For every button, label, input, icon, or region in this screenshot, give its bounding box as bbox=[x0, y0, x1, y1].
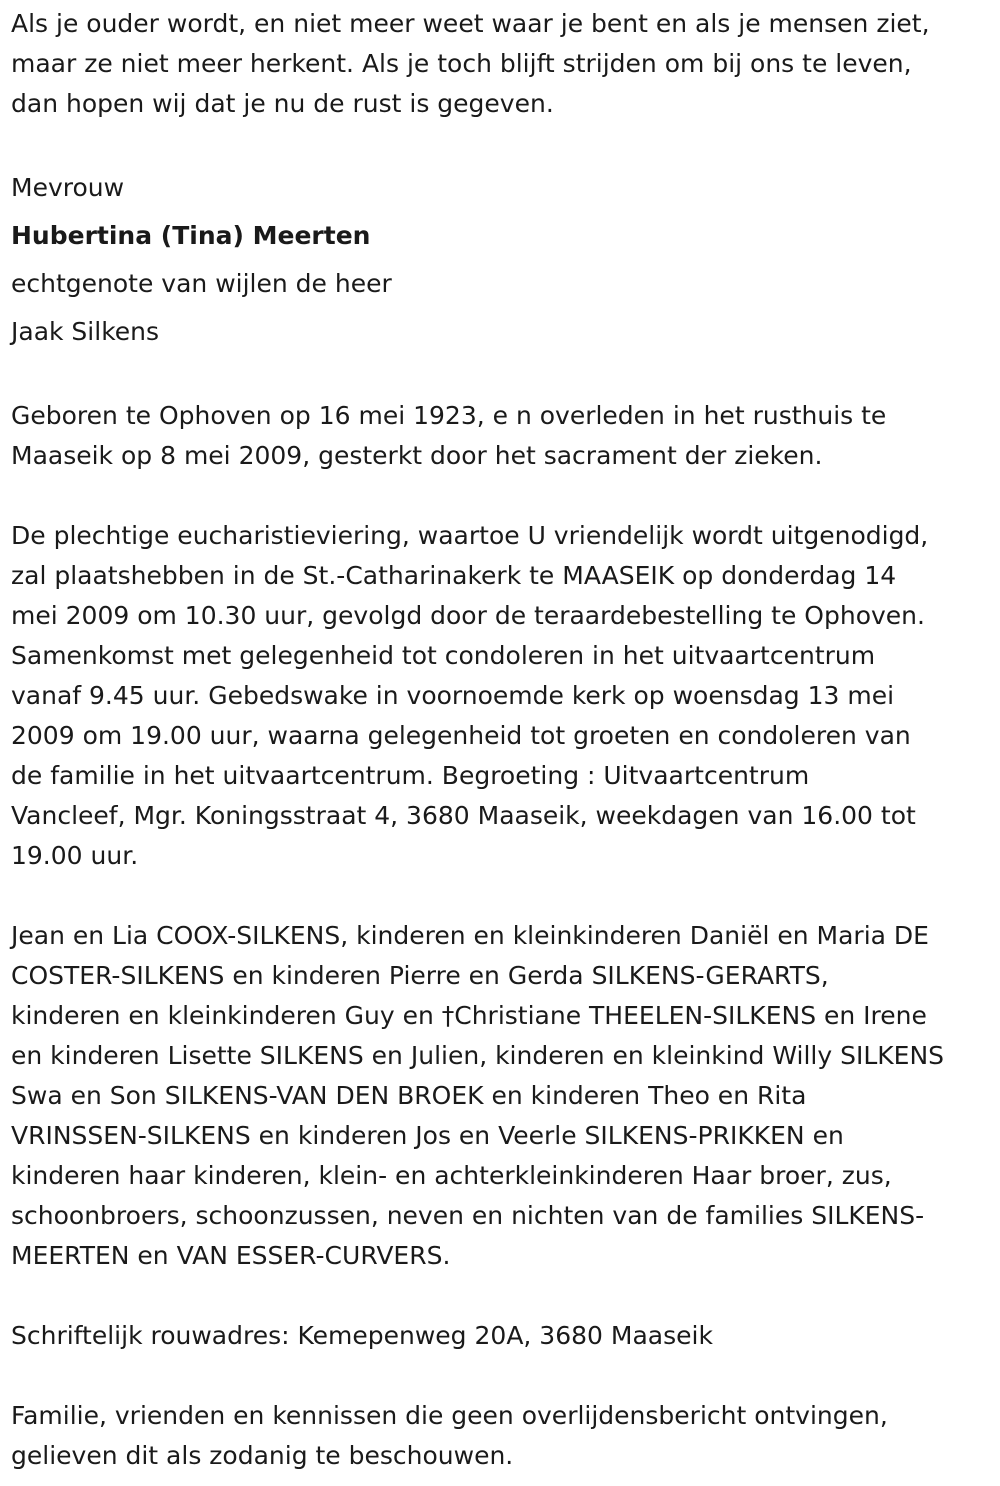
obituary-document bbox=[11, 4, 991, 1476]
spacer bbox=[11, 124, 991, 164]
poem-paragraph: Als je ouder wordt, en niet meer weet waar je bent en als je mensen ziet, maar ze niet meer herkent. Als je toch blijft strijden om bij ons te leven, dan hopen wij dat je nu de rust is gegeven. bbox=[11, 9, 930, 118]
address-line: Schriftelijk rouwadres: Kemepenweg 20A, 3680 Maaseik bbox=[11, 1321, 713, 1350]
spacer bbox=[11, 476, 991, 516]
spouse-name: Jaak Silkens bbox=[11, 317, 160, 346]
family-paragraph: Jean en Lia COOX-SILKENS, kinderen en kleinkinderen Daniël en Maria DE COSTER-SILKENS en kinderen Pierre en Gerda SILKENS-GERARTS, kinderen en kleinkinderen Guy en †Christiane THEELEN-SILKENS en Irene en kinderen Lisette SILKENS en Julien, kinderen en kleinkind Willy SILKENS Swa en Son SILKENS-VAN DEN BROEK en kinderen Theo en Rita VRINSSEN-SILKENS en kinderen Jos en Veerle SILKENS-PRIKKEN en kinderen haar kinderen, klein- en achterkleinkinderen Haar broer, zus, schoonbroers, schoonzussen, neven en nichten van de families SILKENS- MEERTEN en VAN ESSER-CURVERS. bbox=[11, 921, 945, 1270]
birth-death-paragraph: Geboren te Ophoven op 16 mei 1923, e n overleden in het rusthuis te Maaseik op 8 mei 2009, gesterkt door het sacrament der zieken. bbox=[11, 401, 887, 470]
deceased-name: Hubertina (Tina) Meerten bbox=[11, 221, 371, 250]
spouse-relation: echtgenote van wijlen de heer bbox=[11, 269, 392, 298]
spacer bbox=[11, 1356, 991, 1396]
spacer bbox=[11, 876, 991, 916]
spacer bbox=[11, 356, 991, 396]
closing-paragraph: Familie, vrienden en kennissen die geen overlijdensbericht ontvingen, gelieven dit als zodanig te beschouwen. bbox=[11, 1401, 888, 1470]
salutation: Mevrouw bbox=[11, 173, 125, 202]
ceremony-paragraph: De plechtige eucharistieviering, waartoe U vriendelijk wordt uitgenodigd, zal plaatshebben in de St.-Catharinakerk te MAASEIK op donderdag 14 mei 2009 om 10.30 uur, gevolgd door de teraardebestelling te Ophoven. Samenkomst met gelegenheid tot condoleren in het uitvaartcentrum vanaf 9.45 uur. Gebedswake in voornoemde kerk op woensdag 13 mei 2009 om 19.00 uur, waarna gelegenheid tot groeten en condoleren van de familie in het uitvaartcentrum. Begroeting : Uitvaartcentrum Vancleef, Mgr. Koningsstraat 4, 3680 Maaseik, weekdagen van 16.00 tot 19.00 uur. bbox=[11, 521, 929, 870]
spacer bbox=[11, 1276, 991, 1316]
